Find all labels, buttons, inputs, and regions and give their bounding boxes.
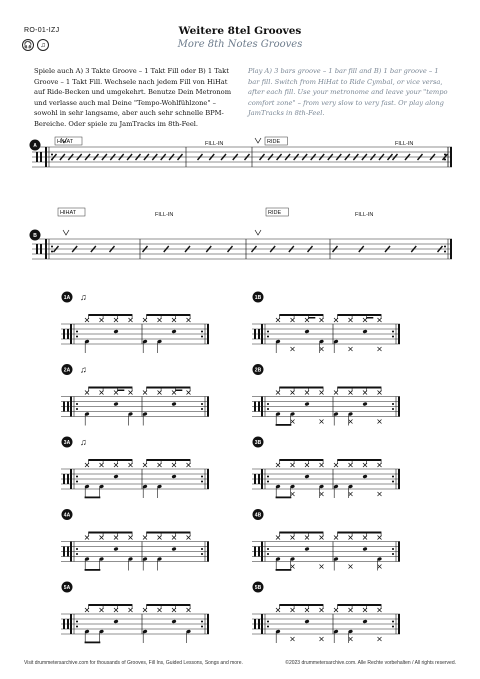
repeat-dot bbox=[392, 481, 394, 483]
percussion-clef bbox=[258, 619, 260, 629]
hihat-foot-note bbox=[291, 347, 295, 351]
hihat-foot-note bbox=[320, 347, 324, 351]
page-subtitle: More 8th Notes Grooves bbox=[177, 39, 303, 50]
percussion-clef bbox=[254, 329, 256, 339]
snare-note bbox=[304, 547, 309, 552]
repeat-dot bbox=[392, 621, 394, 623]
groove-label: 1A bbox=[63, 295, 71, 301]
repeat-dot bbox=[392, 476, 394, 478]
groove-label: 4A bbox=[63, 512, 71, 519]
percussion-clef bbox=[67, 547, 69, 557]
audio-icon: ♫ bbox=[80, 437, 87, 447]
snare-note bbox=[113, 547, 118, 552]
note-beam bbox=[337, 532, 381, 534]
hihat-foot-note bbox=[349, 637, 353, 641]
groove-staff bbox=[61, 469, 209, 489]
note-beam bbox=[279, 604, 323, 606]
repeat-dot bbox=[201, 548, 203, 550]
repeat-dot bbox=[392, 408, 394, 410]
percussion-clef bbox=[67, 474, 69, 484]
percussion-clef bbox=[63, 329, 65, 339]
note-beam bbox=[146, 314, 190, 316]
snare-note bbox=[171, 619, 176, 624]
note-beam bbox=[276, 424, 292, 426]
groove-staff bbox=[252, 324, 400, 344]
hihat-foot-note bbox=[378, 420, 382, 424]
percussion-clef bbox=[40, 152, 42, 162]
hihat-foot-note bbox=[320, 492, 324, 496]
percussion-clef bbox=[36, 152, 38, 162]
repeat-dot bbox=[201, 621, 203, 623]
repeat-dot bbox=[76, 621, 78, 623]
repeat-dot bbox=[201, 476, 203, 478]
note-beam bbox=[88, 532, 132, 534]
repeat-dot bbox=[201, 626, 203, 628]
note-beam bbox=[88, 459, 132, 461]
repeat-dot bbox=[267, 331, 269, 333]
note-beam bbox=[146, 604, 190, 606]
repeat-dot bbox=[267, 553, 269, 555]
intro-text-en: Play A) 3 bars groove – 1 bar fill and B) 1 bar groove – 1 bar fill. Switch from HiHat to Ride Cymbal, or vice versa, after each fill. Use your metronome and leave your "tempo comfort zone" – from very slow to very fast. Or play along JamTracks in 8th-Feel. bbox=[248, 67, 448, 118]
repeat-dot bbox=[76, 408, 78, 410]
note-beam bbox=[279, 532, 323, 534]
footer-note: Visit drummetersarchive.com for thousands of Grooves, Fill Ins, Guided Lessons, Songs and more. bbox=[24, 660, 243, 666]
system-label: B bbox=[33, 233, 37, 239]
hihat-foot-note bbox=[378, 492, 382, 496]
audio-icon: ♫ bbox=[80, 364, 87, 375]
hihat-foot-note bbox=[378, 637, 382, 641]
note-beam bbox=[88, 604, 132, 606]
percussion-clef bbox=[254, 547, 256, 557]
document-code: RO-01-IZJ bbox=[24, 27, 60, 34]
repeat-dot bbox=[267, 408, 269, 410]
repeat-dot bbox=[267, 336, 269, 338]
accent-mark bbox=[255, 230, 261, 235]
repeat-dot bbox=[444, 246, 446, 248]
snare-note bbox=[362, 619, 367, 624]
cymbal-label: HIHAT bbox=[57, 139, 74, 145]
percussion-clef bbox=[254, 619, 256, 629]
repeat-dot bbox=[267, 481, 269, 483]
repeat-dot bbox=[201, 553, 203, 555]
note-beam bbox=[85, 642, 101, 644]
repeat-dot bbox=[76, 336, 78, 338]
repeat-dot bbox=[392, 403, 394, 405]
note-beam bbox=[279, 314, 323, 316]
repeat-dot bbox=[267, 476, 269, 478]
snare-note bbox=[171, 329, 176, 334]
hihat-foot-note bbox=[349, 420, 353, 424]
snare-note bbox=[113, 619, 118, 624]
hihat-foot-note bbox=[291, 565, 295, 569]
cymbal-label: RIDE bbox=[267, 139, 281, 145]
groove-label: 3A bbox=[63, 440, 71, 446]
groove-staff bbox=[61, 397, 209, 417]
snare-note bbox=[362, 547, 367, 552]
note-beam bbox=[337, 387, 381, 389]
repeat-dot bbox=[51, 251, 53, 253]
system-staff bbox=[32, 147, 452, 167]
percussion-clef bbox=[40, 244, 42, 254]
snare-note bbox=[171, 402, 176, 407]
percussion-clef bbox=[63, 619, 65, 629]
repeat-dot bbox=[392, 331, 394, 333]
groove-staff bbox=[61, 324, 209, 344]
snare-note bbox=[113, 329, 118, 334]
repeat-dot bbox=[76, 626, 78, 628]
repeat-dot bbox=[76, 548, 78, 550]
cymbal-label: RIDE bbox=[268, 210, 282, 216]
percussion-clef bbox=[258, 402, 260, 412]
hihat-foot-note bbox=[349, 565, 353, 569]
hihat-foot-note bbox=[349, 492, 353, 496]
repeat-dot bbox=[444, 251, 446, 253]
repeat-dot bbox=[201, 408, 203, 410]
music-note-icon[interactable]: ♫ bbox=[37, 39, 49, 51]
snare-note bbox=[362, 402, 367, 407]
note-beam bbox=[117, 390, 124, 392]
groove-label: 3B bbox=[254, 440, 262, 446]
repeat-dot bbox=[76, 481, 78, 483]
groove-label: 5A bbox=[63, 585, 71, 591]
snare-note bbox=[304, 402, 309, 407]
repeat-dot bbox=[76, 553, 78, 555]
snare-note bbox=[304, 474, 309, 479]
copyright: ©2023 drummetersarchive.com. Alle Rechte vorbehalten / All rights reserved. bbox=[285, 660, 456, 666]
note-beam bbox=[337, 314, 381, 316]
repeat-dot bbox=[76, 403, 78, 405]
repeat-dot bbox=[201, 336, 203, 338]
intro-text-de: Spiele auch A) 3 Takte Groove – 1 Takt Fill oder B) 1 Takt Groove – 1 Takt Fill. Wechsele nach jedem Fill von HiHat auf Ride-Becken und umgekehrt. Benutze Dein Metronom und verlasse auch mal Deine "Tempo-Wohlfühlzone" – sowohl in sehr langsame, aber auch sehr schnelle BPM-Bereiche. Oder spiele zu JamTracks im 8th-Feel. bbox=[34, 67, 232, 128]
repeat-dot bbox=[51, 246, 53, 248]
note-beam bbox=[175, 390, 182, 392]
accent-mark bbox=[63, 230, 69, 235]
groove-staff bbox=[252, 614, 400, 634]
note-beam bbox=[279, 387, 323, 389]
repeat-dot bbox=[267, 621, 269, 623]
percussion-clef bbox=[67, 329, 69, 339]
headphones-icon[interactable]: 🎧 bbox=[22, 39, 34, 51]
groove-staff bbox=[252, 397, 400, 417]
snare-note bbox=[304, 619, 309, 624]
snare-note bbox=[171, 547, 176, 552]
hihat-foot-note bbox=[378, 347, 382, 351]
groove-label: 1B bbox=[254, 295, 262, 301]
audio-icon: ♫ bbox=[80, 292, 87, 302]
note-beam bbox=[85, 569, 101, 571]
groove-staff bbox=[252, 469, 400, 489]
repeat-dot bbox=[76, 331, 78, 333]
snare-note bbox=[362, 474, 367, 479]
repeat-dot bbox=[392, 553, 394, 555]
repeat-dot bbox=[201, 403, 203, 405]
snare-note bbox=[362, 329, 367, 334]
note-beam bbox=[88, 314, 132, 316]
repeat-dot bbox=[267, 548, 269, 550]
note-beam bbox=[88, 387, 132, 389]
hihat-foot-note bbox=[320, 637, 324, 641]
groove-label: 4B bbox=[254, 512, 262, 519]
repeat-dot bbox=[76, 476, 78, 478]
hihat-foot-note bbox=[291, 492, 295, 496]
percussion-clef bbox=[254, 402, 256, 412]
fill-in-label: FILL-IN bbox=[395, 141, 414, 147]
repeat-dot bbox=[392, 336, 394, 338]
repeat-dot bbox=[267, 403, 269, 405]
percussion-clef bbox=[258, 547, 260, 557]
note-beam bbox=[308, 317, 315, 319]
percussion-clef bbox=[36, 244, 38, 254]
repeat-dot bbox=[267, 626, 269, 628]
snare-note bbox=[113, 402, 118, 407]
hihat-foot-note bbox=[320, 565, 324, 569]
groove-label: 2B bbox=[254, 367, 262, 374]
note-beam bbox=[337, 604, 381, 606]
groove-label: 2A bbox=[63, 367, 71, 374]
fill-in-label: FILL-IN bbox=[155, 212, 174, 218]
repeat-dot bbox=[51, 154, 53, 156]
accent-mark bbox=[255, 138, 261, 143]
repeat-dot bbox=[392, 548, 394, 550]
system-label: A bbox=[33, 143, 37, 149]
cymbal-label: HIHAT bbox=[60, 210, 77, 216]
note-beam bbox=[146, 532, 190, 534]
percussion-clef bbox=[67, 619, 69, 629]
note-beam bbox=[276, 569, 292, 571]
fill-in-label: FILL-IN bbox=[355, 212, 374, 218]
note-beam bbox=[85, 497, 101, 499]
snare-note bbox=[304, 329, 309, 334]
percussion-clef bbox=[254, 474, 256, 484]
snare-note bbox=[171, 474, 176, 479]
groove-label: 5B bbox=[254, 585, 262, 591]
percussion-clef bbox=[63, 474, 65, 484]
percussion-clef bbox=[63, 402, 65, 412]
note-beam bbox=[276, 497, 292, 499]
page-title: Weitere 8tel Grooves bbox=[178, 25, 302, 37]
repeat-dot bbox=[201, 331, 203, 333]
hihat-foot-note bbox=[291, 637, 295, 641]
hihat-foot-note bbox=[378, 565, 382, 569]
repeat-dot bbox=[201, 481, 203, 483]
hihat-foot-note bbox=[291, 420, 295, 424]
repeat-dot bbox=[392, 626, 394, 628]
note-beam bbox=[146, 459, 190, 461]
note-beam bbox=[279, 459, 323, 461]
percussion-clef bbox=[258, 329, 260, 339]
note-beam bbox=[337, 459, 381, 461]
fill-in-label: FILL-IN bbox=[205, 141, 224, 147]
note-beam bbox=[366, 317, 373, 319]
system-staff bbox=[32, 239, 452, 259]
hihat-foot-note bbox=[320, 420, 324, 424]
percussion-clef bbox=[67, 402, 69, 412]
note-beam bbox=[146, 387, 190, 389]
groove-staff bbox=[61, 542, 209, 562]
snare-note bbox=[113, 474, 118, 479]
hihat-foot-note bbox=[349, 347, 353, 351]
percussion-clef bbox=[258, 474, 260, 484]
percussion-clef bbox=[63, 547, 65, 557]
